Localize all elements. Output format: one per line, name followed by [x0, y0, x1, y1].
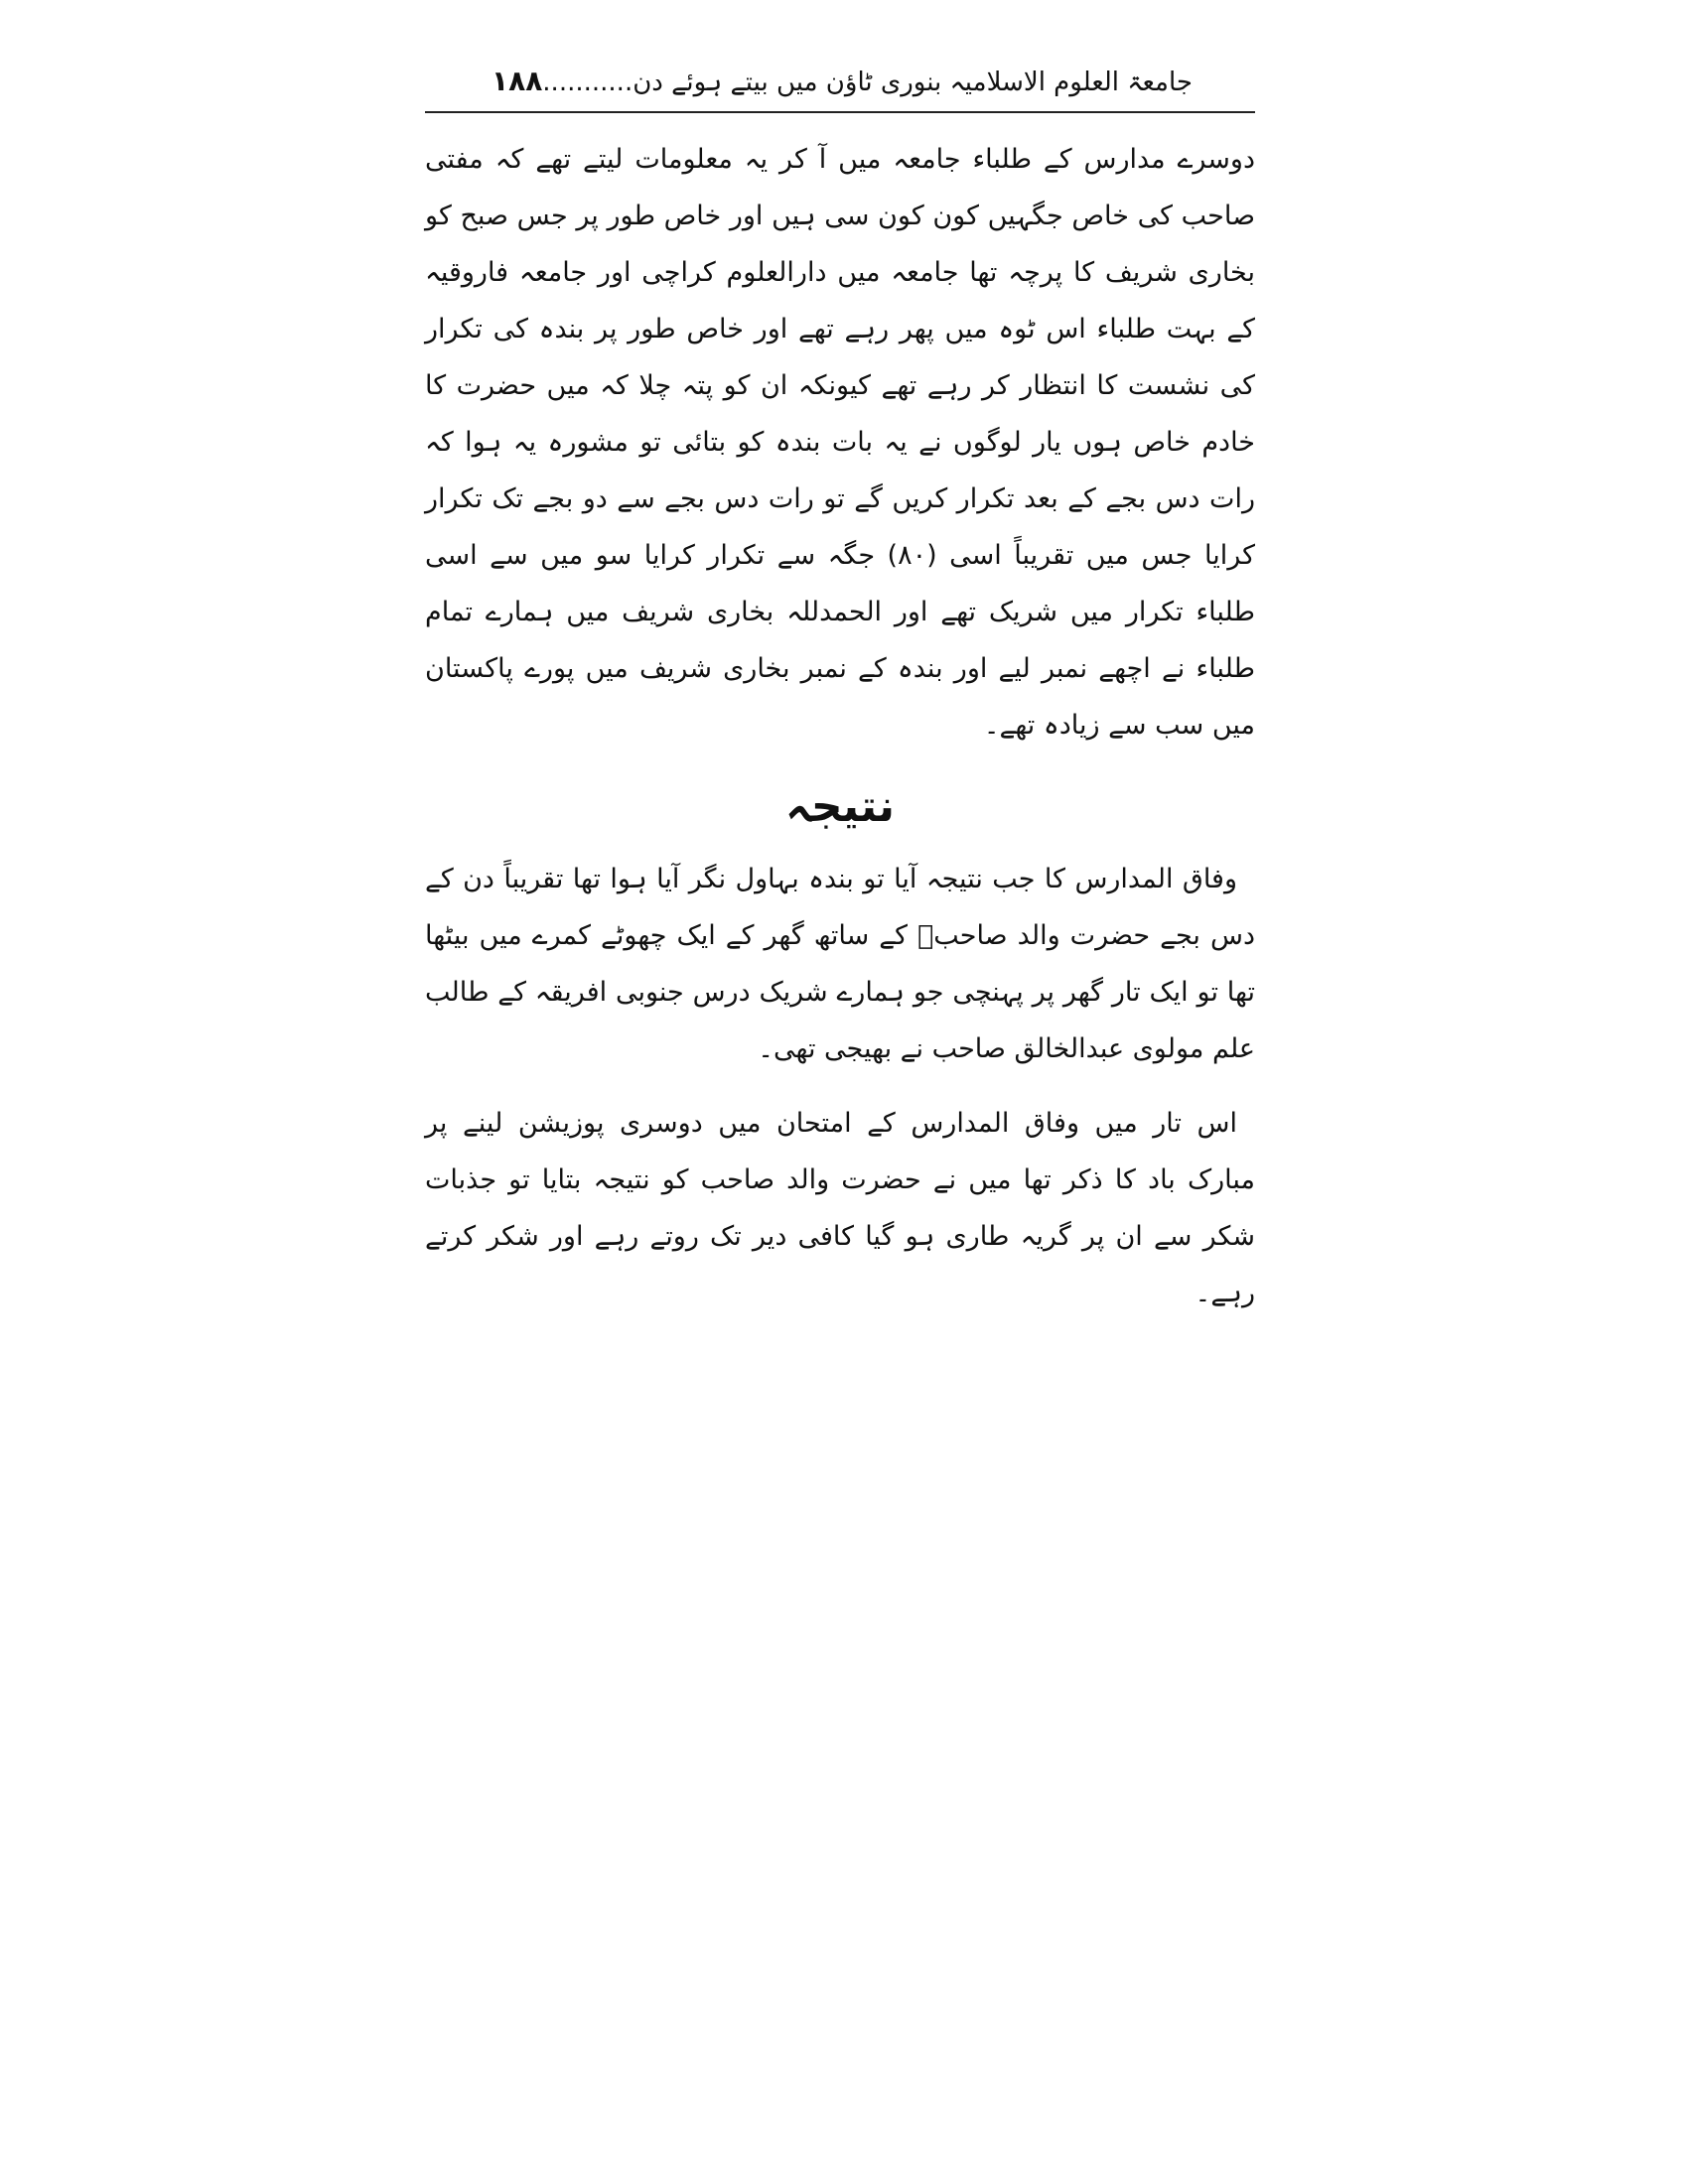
paragraph-2: وفاق المدارس کا جب نتیجہ آیا تو بندہ بہاول نگر آیا ہوا تھا تقریباً دن کے دس بجے حضرت والد صاحبؒ کے ساتھ گھر کے ایک چھوٹے کمرے میں بیٹھا تھا تو ایک تار گھر پر پہنچی جو ہمارے شریک درس جنوبی افریقہ کے طالب علم مولوی عبدالخالق صاحب نے بھیجی تھی۔ — [425, 864, 1255, 1064]
running-header — [425, 52, 1255, 113]
paragraph-3: اس تار میں وفاق المدارس کے امتحان میں دوسری پوزیشن لینے پر مبارک باد کا ذکر تھا میں نے حضرت والد صاحب کو نتیجہ بتایا تو جذبات شکر سے ان پر گریہ طاری ہو گیا کافی دیر تک روتے رہے اور شکر کرتے رہے۔ — [425, 1108, 1255, 1308]
text-column — [425, 52, 1255, 1321]
section-heading: نتیجہ — [785, 781, 895, 832]
page-number: ۱۸۸ — [492, 65, 543, 97]
running-header-title: جامعۃ العلوم الاسلامیہ بنوری ٹاؤن میں بیتے ہوئے دن........... — [542, 68, 1193, 97]
paragraph-1: دوسرے مدارس کے طلباء جامعہ میں آ کر یہ معلومات لیتے تھے کہ مفتی صاحب کی خاص جگہیں کون کون سی ہیں اور خاص طور پر جس صبح کو بخاری شریف کا پرچہ تھا جامعہ میں دارالعلوم کراچی اور جامعہ فاروقیہ کے بہت طلباء اس ٹوہ میں پھر رہے تھے اور خاص طور پر بندہ کی تکرار کی نشست کا انتظار کر رہے تھے کیونکہ ان کو پتہ چلا کہ میں حضرت کا خادم خاص ہوں یار لوگوں نے یہ بات بندہ کو بتائی تو مشورہ یہ ہوا کہ رات دس بجے کے بعد تکرار کریں گے تو رات دس بجے سے دو بجے تک تکرار کرایا جس میں تقریباً اسی (۸۰) جگہ سے تکرار کرایا سو میں سے اسی طلباء تکرار میں شریک تھے اور الحمدللہ بخاری شریف میں ہمارے تمام طلباء نے اچھے نمبر لیے اور بندہ کے نمبر بخاری شریف میں پورے پاکستان میں سب سے زیادہ تھے۔ — [425, 144, 1255, 741]
